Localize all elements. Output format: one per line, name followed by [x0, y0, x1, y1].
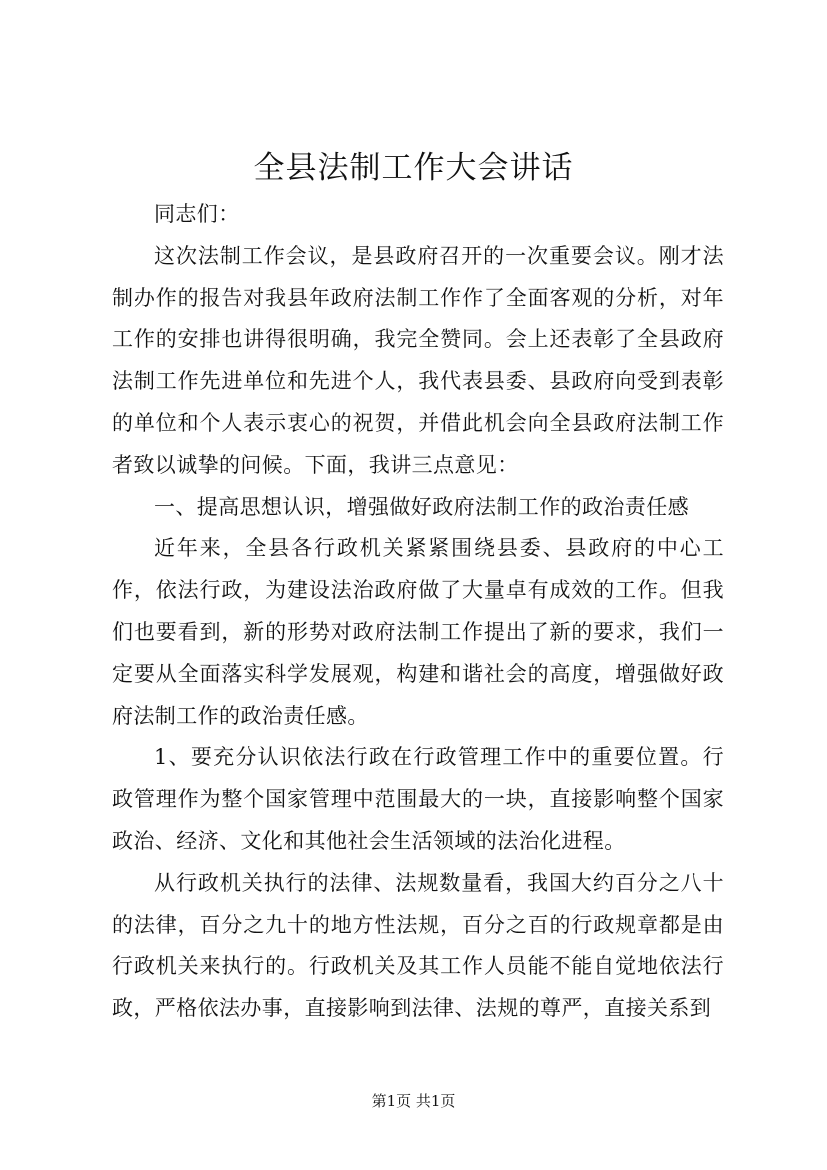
document-title: 全县法制工作大会讲话	[253, 150, 574, 186]
body-paragraph: 1、要充分认识依法行政在行政管理工作中的重要位置。行政管理作为整个国家管理中范围最大的一块，直接影响整个国家政治、经济、文化和其他社会生活领域的法治化进程。	[112, 745, 724, 853]
body-paragraph: 从行政机关执行的法律、法规数量看，我国大约百分之八十的法律，百分之九十的地方性法规，百分之百的行政规章都是由行政机关来执行的。行政机关及其工作人员能不能自觉地依法行政，严格依法办事，直接影响到法律、法规的尊严，直接关系到	[112, 870, 724, 1021]
document-body	[112, 194, 724, 1030]
body-paragraph: 近年来，全县各行政机关紧紧围绕县委、县政府的中心工作，依法行政，为建设法治政府做了大量卓有成效的工作。但我们也要看到，新的形势对政府法制工作提出了新的要求，我们一定要从全面落实科学发展观，构建和谐社会的高度，增强做好政府法制工作的政治责任感。	[112, 536, 724, 728]
section-heading: 一、提高思想认识，增强做好政府法制工作的政治责任感	[154, 494, 689, 519]
salutation: 同志们：	[154, 202, 240, 226]
body-paragraph: 这次法制工作会议，是县政府召开的一次重要会议。刚才法制办作的报告对我县年政府法制工作作了全面客观的分析，对年工作的安排也讲得很明确，我完全赞同。会上还表彰了全县政府法制工作先进单位和先进个人，我代表县委、县政府向受到表彰的单位和个人表示衷心的祝贺，并借此机会向全县政府法制工作者致以诚挚的问候。下面，我讲三点意见：	[112, 243, 724, 477]
page-footer: 第1页 共1页	[371, 1092, 456, 1110]
